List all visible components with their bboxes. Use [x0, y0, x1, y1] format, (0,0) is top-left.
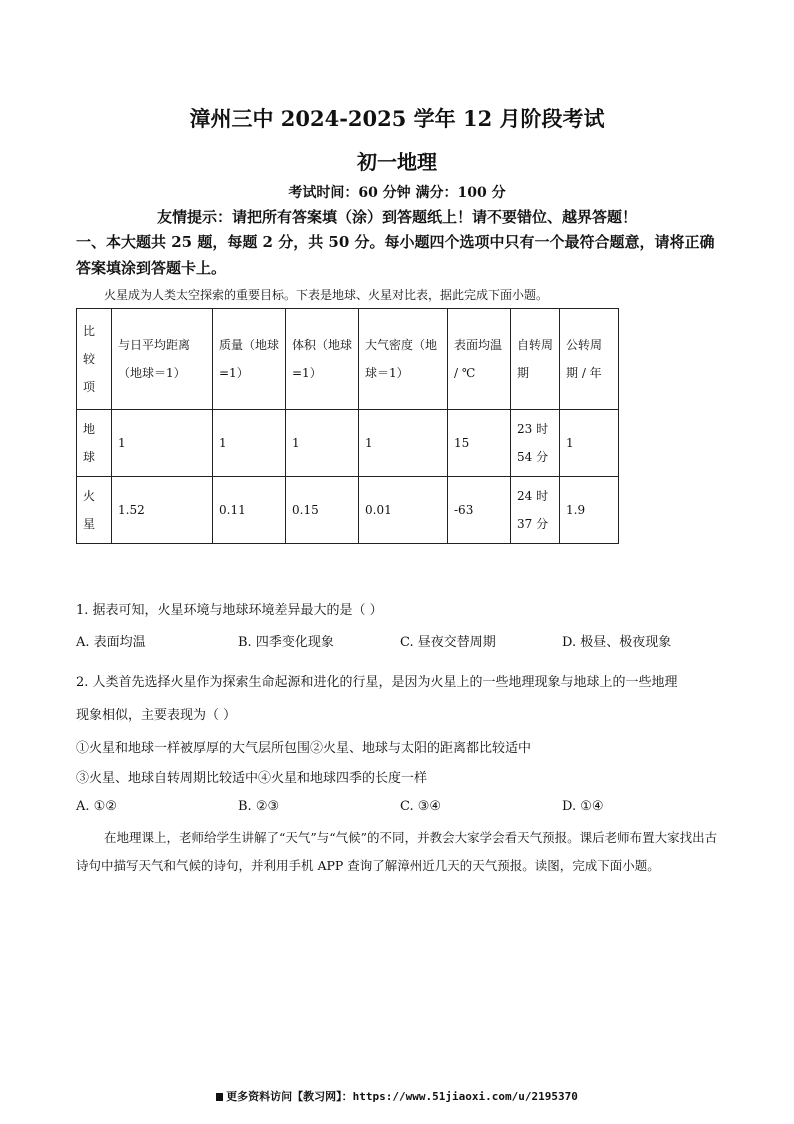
- friendly-tip: 友情提示：请把所有答案填（涂）到答题纸上！请不要错位、越界答题！: [156, 208, 637, 226]
- q2-option-d: D. ①④: [562, 799, 604, 814]
- exam-title: 漳州三中 2024-2025 学年 12 月阶段考试: [189, 106, 605, 131]
- table-header-row: [77, 309, 619, 410]
- table-cell: 1: [560, 410, 619, 477]
- q2-option-b: B. ②③: [238, 799, 280, 814]
- header-cell: 与日平均距离（地球＝1）: [112, 309, 213, 410]
- table-cell: 0.01: [359, 477, 448, 544]
- subject-title: 初一地理: [357, 150, 437, 174]
- q1-option-a: A. 表面均温: [76, 635, 146, 650]
- header-cell: 大气密度（地球＝1）: [359, 309, 448, 410]
- q2-option-c: C. ③④: [400, 799, 442, 814]
- table-cell: 15: [448, 410, 511, 477]
- footer-text: 更多资料访问【教习网】：https://www.51jiaoxi.com/u/2195370: [226, 1090, 578, 1103]
- footer-link[interactable]: [0, 1088, 794, 1104]
- table-cell: 0.15: [286, 477, 359, 544]
- table-cell: 1: [112, 410, 213, 477]
- flag-icon: [216, 1093, 223, 1101]
- table-intro: 火星成为人类太空探索的重要目标。下表是地球、火星对比表，据此完成下面小题。: [104, 288, 549, 302]
- table-cell: 1.9: [560, 477, 619, 544]
- q1-option-b: B. 四季变化现象: [238, 635, 334, 650]
- header-cell: 公转周期 / 年: [560, 309, 619, 410]
- header-cell: 表面均温 / ℃: [448, 309, 511, 410]
- table-cell: 23 时 54 分: [511, 410, 560, 477]
- question-2-stem: 2. 人类首先选择火星作为探索生命起源和进化的行星，是因为火星上的一些地理现象与地球上的一些地理: [76, 675, 678, 690]
- section-heading: 一、本大题共 25 题，每题 2 分，共 50 分。每小题四个选项中只有一个最符合题意，请将正确答案填涂到答题卡上。: [76, 233, 715, 277]
- comparison-table: [76, 308, 619, 544]
- header-cell: 自转周期: [511, 309, 560, 410]
- table-row: [77, 477, 619, 544]
- table-cell: 24 时 37 分: [511, 477, 560, 544]
- q2-option-a: A. ①②: [76, 799, 117, 814]
- question-2-stem-cont: 现象相似，主要表现为（ ）: [76, 708, 237, 723]
- header-cell: 质量（地球=1）: [213, 309, 286, 410]
- table-cell: 1: [286, 410, 359, 477]
- q1-option-d: D. 极昼、极夜现象: [562, 635, 672, 650]
- table-row: [77, 410, 619, 477]
- table-cell: 1: [213, 410, 286, 477]
- question-1-stem: 1. 据表可知，火星环境与地球环境差异最大的是（ ）: [76, 603, 383, 618]
- row-label: 地球: [77, 410, 112, 477]
- row-label: 火星: [77, 477, 112, 544]
- table-cell: 1.52: [112, 477, 213, 544]
- header-cell: 体积（地球=1）: [286, 309, 359, 410]
- q2-statements-1: ①火星和地球一样被厚厚的大气层所包围②火星、地球与太阳的距离都比较适中: [76, 741, 532, 756]
- q2-statements-2: ③火星、地球自转周期比较适中④火星和地球四季的长度一样: [76, 771, 428, 786]
- q1-option-c: C. 昼夜交替周期: [400, 635, 496, 650]
- weather-passage: 在地理课上，老师给学生讲解了“天气”与“气候”的不同，并教会大家学会看天气预报。课后老师布置大家找出古诗句中描写天气和气候的诗句，并利用手机 APP 查询了解漳州近几天的天气预报。读图，完成下面小题。: [76, 830, 718, 873]
- exam-info: 考试时间：60 分钟 满分：100 分: [288, 185, 506, 201]
- table-cell: -63: [448, 477, 511, 544]
- table-cell: 0.11: [213, 477, 286, 544]
- table-cell: 1: [359, 410, 448, 477]
- header-cell: 比较项: [77, 309, 112, 410]
